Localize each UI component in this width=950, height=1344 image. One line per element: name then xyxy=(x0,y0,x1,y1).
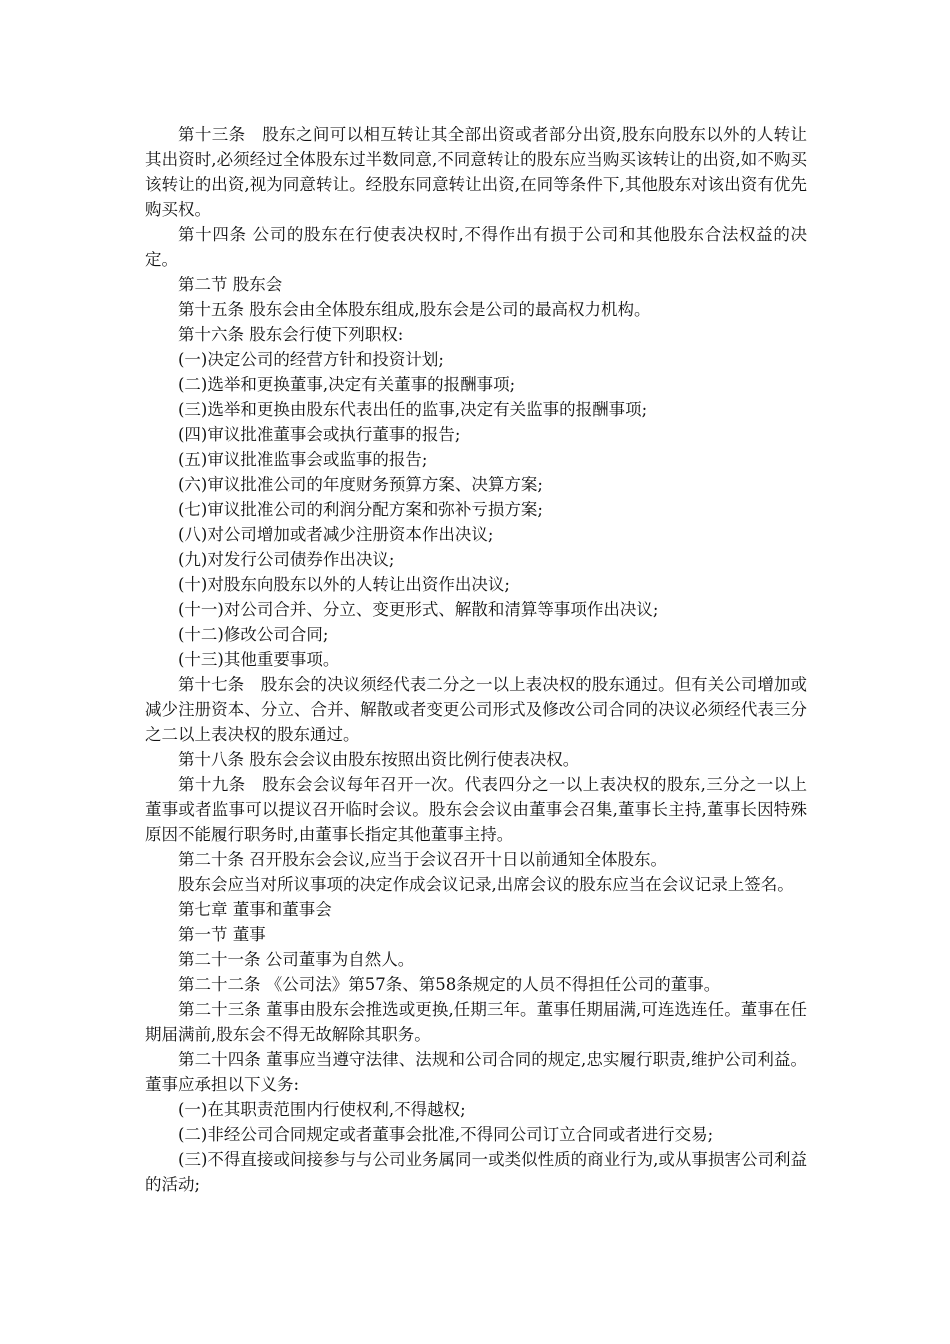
list-item: (二)非经公司合同规定或者董事会批准,不得同公司订立合同或者进行交易; xyxy=(178,1125,714,1144)
article-20: 第二十条 召开股东会会议,应当于会议召开十日以前通知全体股东。 xyxy=(178,850,667,869)
list-item: (十二)修改公司合同; xyxy=(178,625,329,644)
list-item: (三)选举和更换由股东代表出任的监事,决定有关监事的报酬事项; xyxy=(178,400,648,419)
article-18: 第十八条 股东会会议由股东按照出资比例行使表决权。 xyxy=(178,750,580,769)
meeting-minutes-paragraph: 股东会应当对所议事项的决定作成会议记录,出席会议的股东应当在会议记录上签名。 xyxy=(178,875,794,894)
list-item: (一)在其职责范围内行使权利,不得越权; xyxy=(178,1100,466,1119)
article-21: 第二十一条 公司董事为自然人。 xyxy=(178,950,415,969)
article-15: 第十五条 股东会由全体股东组成,股东会是公司的最高权力机构。 xyxy=(178,300,651,319)
chapter-heading-directors: 第七章 董事和董事会 xyxy=(178,900,332,919)
article-22: 第二十二条 《公司法》第57条、第58条规定的人员不得担任公司的董事。 xyxy=(178,975,721,994)
article-23: 第二十三条 董事由股东会推选或更换,任期三年。董事任期届满,可连选连任。董事在任期届满前,股东会不得无故解除其职务。 xyxy=(145,1000,807,1044)
article-17: 第十七条 股东会的决议须经代表二分之一以上表决权的股东通过。但有关公司增加或减少注册资本、分立、合并、解散或者变更公司形式及修改公司合同的决议必须经代表三分之二以上表决权的股东通过。 xyxy=(145,675,807,744)
list-item: (七)审议批准公司的利润分配方案和弥补亏损方案; xyxy=(178,500,543,519)
list-item: (十三)其他重要事项。 xyxy=(178,650,340,669)
list-item: (八)对公司增加或者减少注册资本作出决议; xyxy=(178,525,494,544)
article-19: 第十九条 股东会会议每年召开一次。代表四分之一以上表决权的股东,三分之一以上董事或者监事可以提议召开临时会议。股东会会议由董事会召集,董事长主持,董事长因特殊原因不能履行职务时,由董事长指定其他董事主持。 xyxy=(145,775,807,844)
list-item: (十)对股东向股东以外的人转让出资作出决议; xyxy=(178,575,510,594)
list-item: (六)审议批准公司的年度财务预算方案、决算方案; xyxy=(178,475,543,494)
article-14: 第十四条 公司的股东在行使表决权时,不得作出有损于公司和其他股东合法权益的决定。 xyxy=(145,225,807,269)
list-item: (十一)对公司合并、分立、变更形式、解散和清算等事项作出决议; xyxy=(178,600,659,619)
section-heading-shareholders-meeting: 第二节 股东会 xyxy=(178,275,283,294)
article-13: 第十三条 股东之间可以相互转让其全部出资或者部分出资,股东向股东以外的人转让其出资时,必须经过全体股东过半数同意,不同意转让的股东应当购买该转让的出资,如不购买该转让的出资,视为同意转让。经股东同意转让出资,在同等条件下,其他股东对该出资有优先购买权。 xyxy=(145,125,807,219)
article-16: 第十六条 股东会行使下列职权: xyxy=(178,325,404,344)
list-item: (三)不得直接或间接参与与公司业务属同一或类似性质的商业行为,或从事损害公司利益的活动; xyxy=(145,1150,807,1194)
list-item: (一)决定公司的经营方针和投资计划; xyxy=(178,350,444,369)
document-body xyxy=(145,122,807,1197)
list-item: (二)选举和更换董事,决定有关董事的报酬事项; xyxy=(178,375,516,394)
section-heading-directors: 第一节 董事 xyxy=(178,925,266,944)
article-24: 第二十四条 董事应当遵守法律、法规和公司合同的规定,忠实履行职责,维护公司利益。董事应承担以下义务: xyxy=(145,1050,807,1094)
list-item: (五)审议批准监事会或监事的报告; xyxy=(178,450,428,469)
list-item: (四)审议批准董事会或执行董事的报告; xyxy=(178,425,461,444)
list-item: (九)对发行公司债券作出决议; xyxy=(178,550,395,569)
